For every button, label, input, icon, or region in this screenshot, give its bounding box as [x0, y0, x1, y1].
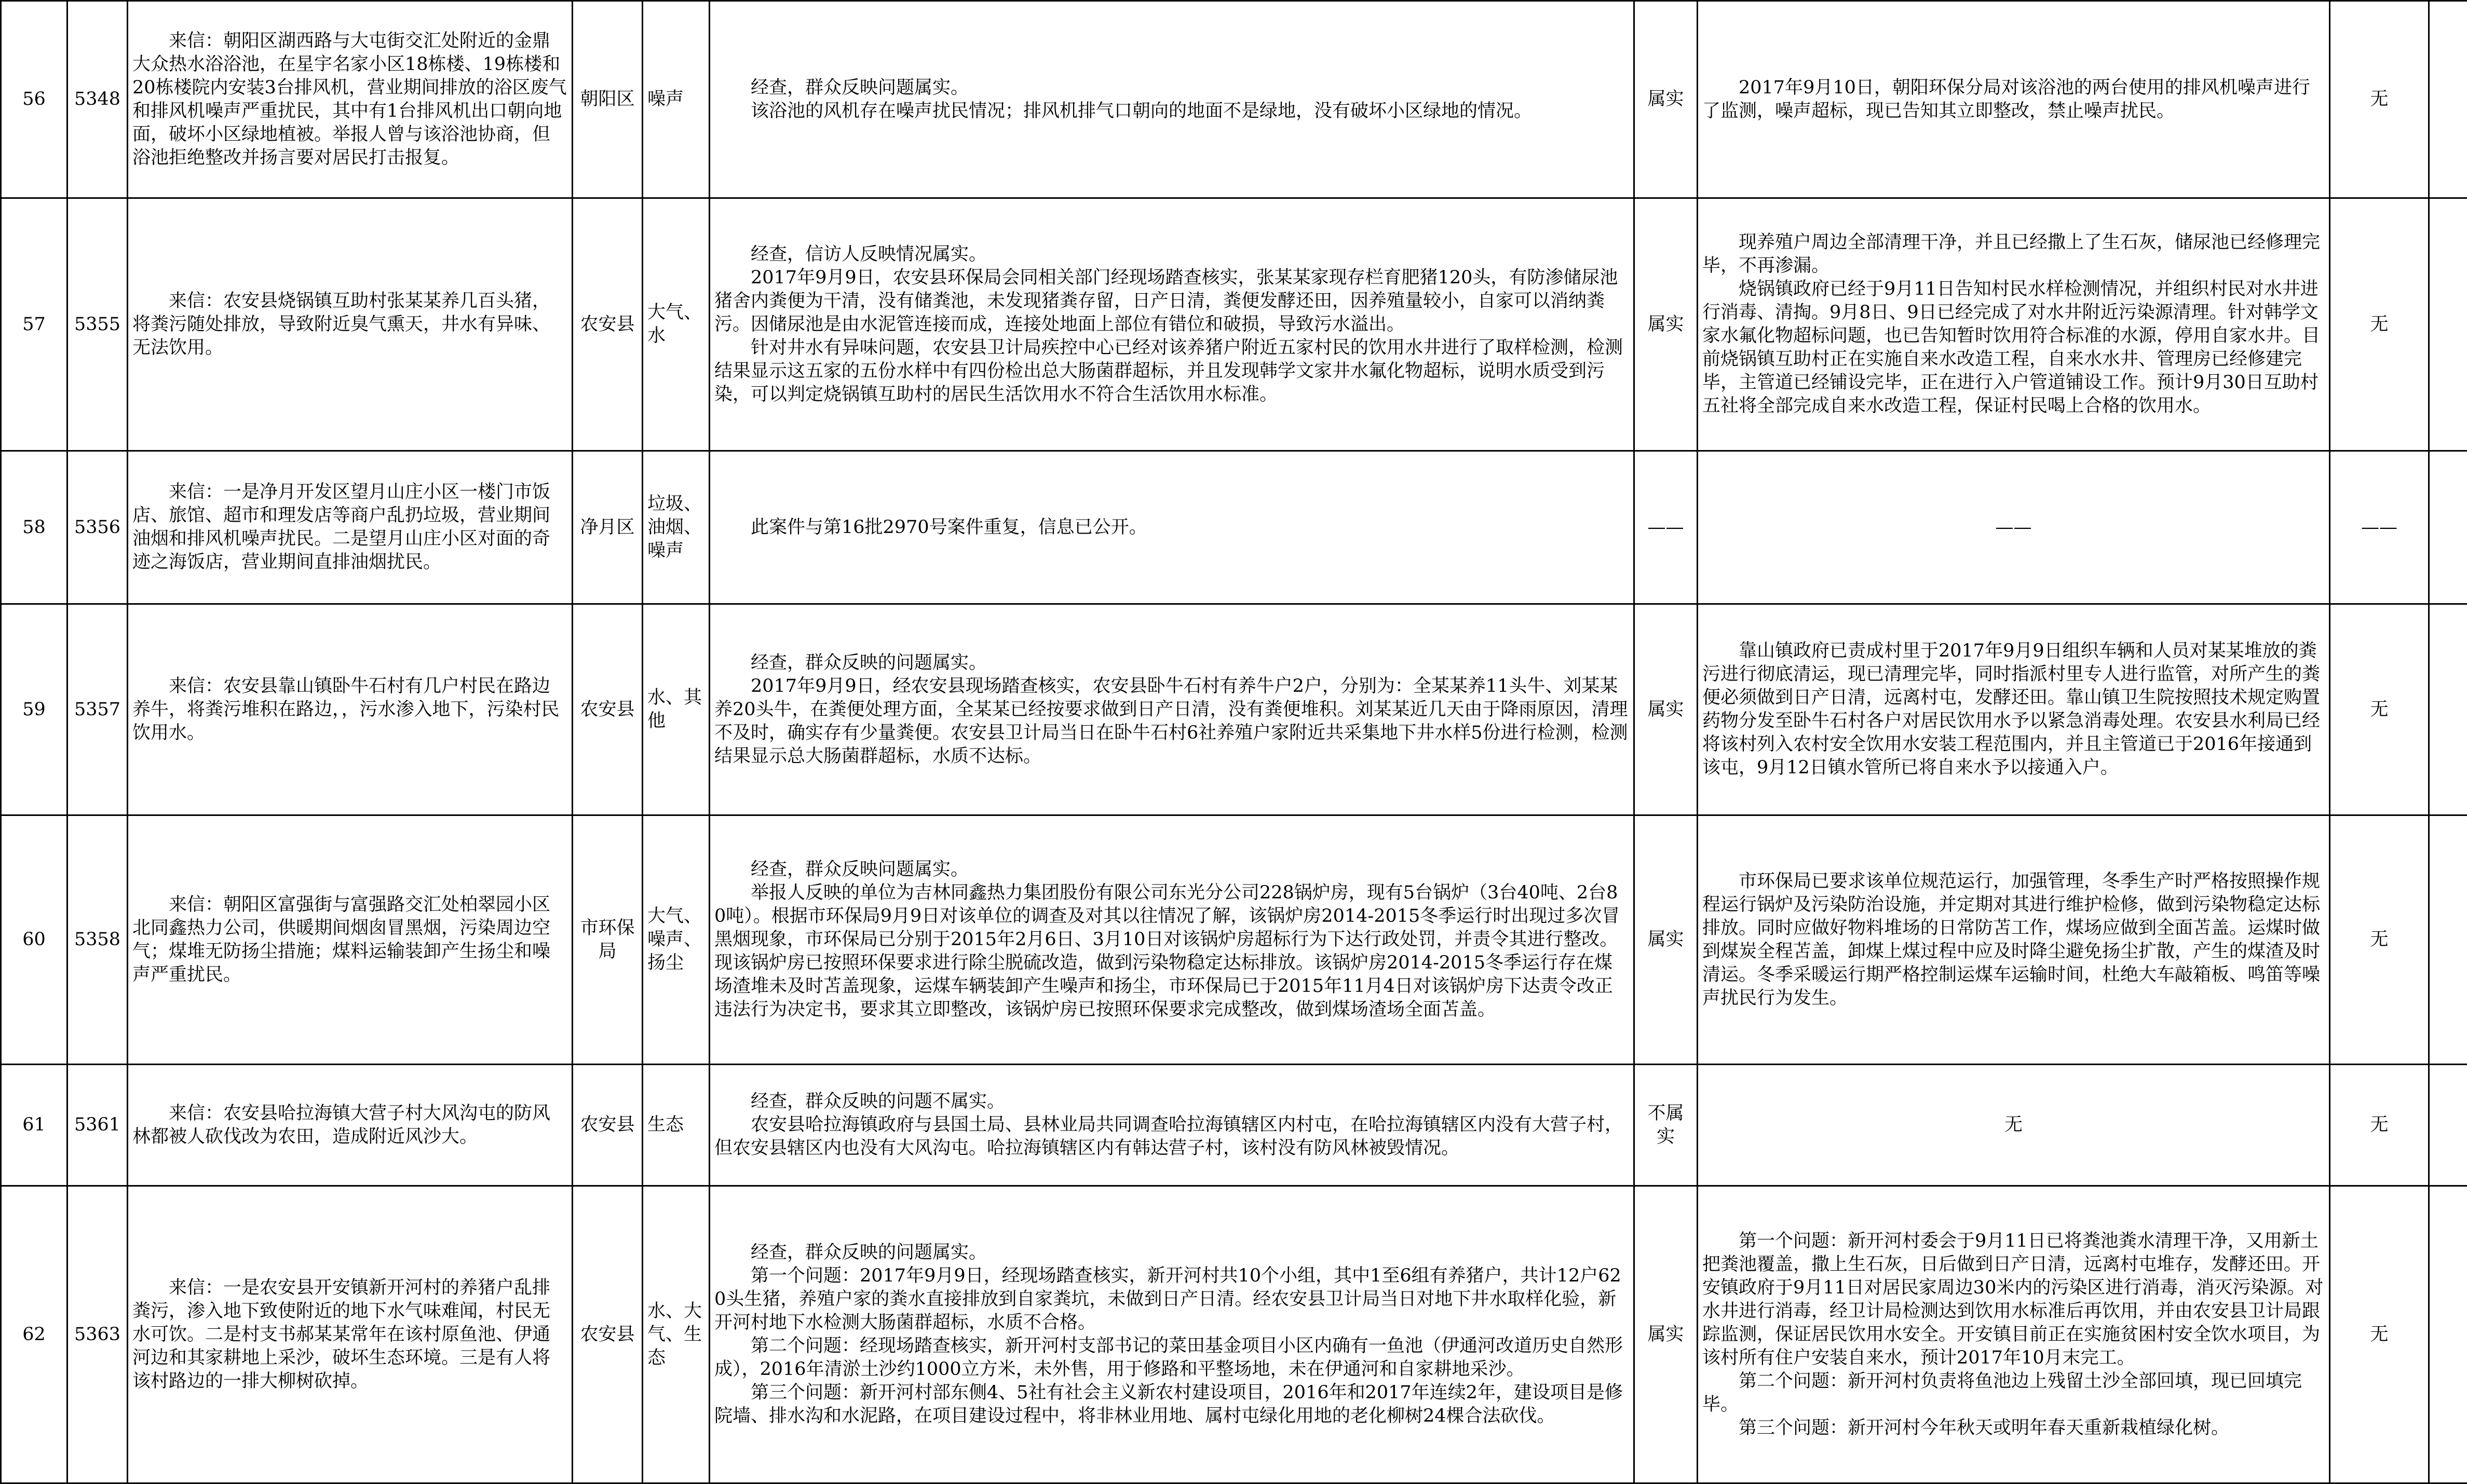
- verdict-cell: 属实: [1634, 815, 1698, 1065]
- complaint-text: 来信：农安县靠山镇卧牛石村有几户村民在路边养牛，将粪污堆积在路边，，污水渗入地下，污染村民饮用水。: [132, 675, 567, 745]
- finding-para: 2017年9月9日，经农安县现场踏查核实，农安县卧牛石村有养牛户2户，分别为：全某某养11头牛、刘某某养20头牛，在粪便处理方面，全某某已经按要求做到日产日清，没有粪便堆积。刘某某近几天由于降雨原因，清理不及时，确实存有少量粪便。农安县卫计局当日在卧牛石村6社养殖户家附近共采集地下井水样5份进行检测，检测结果显示总大肠菌群超标，水质不达标。: [714, 675, 1629, 768]
- verdict-cell: 属实: [1634, 1, 1698, 198]
- handling-para: 烧锅镇政府已经于9月11日告知村民水样检测情况，并组织村民对水井进行消毒、清掏。9月8日、9日已经完成了对水井附近污染源清理。针对韩学文家水氟化物超标问题，也已告知暂时饮用符合标准的水源，停用自家水井。目前烧锅镇互助村正在实施自来水改造工程，自来水水井、管理房已经修建完毕，主管道已经铺设完毕，正在进行入户管道铺设工作。预计9月30日互助村五社将全部完成自来水改造工程，保证村民喝上合格的饮用水。: [1702, 278, 2325, 418]
- finding-para: 经查，群众反映问题属实。: [714, 76, 1629, 100]
- complaint-cell: [128, 815, 573, 1065]
- seq-cell: 56: [1, 1, 67, 198]
- finding-para: 经查，群众反映的问题属实。: [714, 651, 1629, 675]
- table-row: [1, 451, 2467, 604]
- accountability-cell: 无: [2330, 1, 2429, 198]
- seq-cell: 59: [1, 604, 67, 815]
- finding-cell: [710, 1, 1634, 198]
- district-cell: 农安县: [573, 198, 643, 451]
- finding-para: 经查，群众反映的问题属实。: [714, 1241, 1629, 1264]
- handling-para: 第一个问题：新开河村委会于9月11日已将粪池粪水清理干净，又用新土把粪池覆盖，撒上生石灰，日后做到日产日清，远离村屯堆存，发酵还田。开安镇政府于9月11日对居民家周边30米内的污染区进行消毒，消灭污染源。对水井进行消毒，经卫计局检测达到饮用水标准后再饮用，并由农安县卫计局跟踪监测，保证居民饮用水安全。开安镇目前正在实施贫困村安全饮水项目，为该村所有住户安装自来水，预计2017年10月末完工。: [1702, 1230, 2325, 1370]
- finding-cell: [710, 1065, 1634, 1186]
- finding-para: 2017年9月9日，农安县环保局会同相关部门经现场踏查核实，张某某家现存栏育肥猪120头，有防渗储尿池猪舍内粪便为干清，没有储粪池，未发现猪粪存留，日产日清，粪便发酵还田，因养殖量较小，自家可以消纳粪污。因储尿池是由水泥管连接而成，连接处地面上部位有错位和破损，导致污水溢出。: [714, 266, 1629, 336]
- finding-cell: [710, 1186, 1634, 1483]
- complaint-cell: [128, 451, 573, 604]
- finding-para: 第一个问题：2017年9月9日，经现场踏查核实，新开河村共10个小组，其中1至6组有养猪户，共计12户620头生猪，养殖户家的粪水直接排放到自家粪坑，未做到日产日清。经农安县卫计局当日对地下井水取样化验，新开河村地下水检测大肠菌群超标，水质不合格。: [714, 1264, 1629, 1335]
- handling-cell: ——: [1698, 451, 2330, 604]
- handling-para: 现养殖户周边全部清理干净，并且已经撒上了生石灰，储尿池已经修理完毕，不再渗漏。: [1702, 231, 2325, 278]
- handling-para: 第三个问题：新开河村今年秋天或明年春天重新栽植绿化树。: [1702, 1417, 2325, 1440]
- finding-para: 经查，群众反映的问题不属实。: [714, 1090, 1629, 1113]
- finding-para: 经查，信访人反映情况属实。: [714, 243, 1629, 266]
- complaint-cell: [128, 198, 573, 451]
- finding-para: 此案件与第16批2970号案件重复，信息已公开。: [714, 516, 1629, 539]
- finding-cell: [710, 604, 1634, 815]
- accountability-cell: 无: [2330, 1186, 2429, 1483]
- complaint-text: 来信：一是农安县开安镇新开河村的养猪户乱排粪污，渗入地下致使附近的地下水气味难闻，村民无水可饮。二是村支书郝某某常年在该村原鱼池、伊通河边和其家耕地上采沙，破坏生态环境。三是有人将该村路边的一排大柳树砍掉。: [132, 1276, 567, 1393]
- district-cell: 朝阳区: [573, 1, 643, 198]
- complaint-text: 来信：农安县烧锅镇互助村张某某养几百头猪，将粪污随处排放，导致附近臭气熏天，井水有异味、无法饮用。: [132, 290, 567, 360]
- handling-cell: [1698, 198, 2330, 451]
- complaint-text: 来信：朝阳区湖西路与大屯街交汇处附近的金鼎大众热水浴浴池，在星宇名家小区18栋楼、19栋楼和20栋楼院内安装3台排风机，营业期间排放的浴区废气和排风机噪声严重扰民，其中有1台排风机出口朝向地面，破坏小区绿地植被。举报人曾与该浴池协商，但浴池拒绝整改并扬言要对居民打击报复。: [132, 30, 567, 170]
- finding-para: 针对井水有异味问题，农安县卫计局疾控中心已经对该养猪户附近五家村民的饮用水井进行了取样检测，检测结果显示这五家的五份水样中有四份检出总大肠菌群超标，并且发现韩学文家井水氟化物超标，说明水质受到污染，可以判定烧锅镇互助村的居民生活饮用水不符合生活饮用水标准。: [714, 336, 1629, 406]
- district-cell: 市环保局: [573, 815, 643, 1065]
- verdict-cell: 属实: [1634, 604, 1698, 815]
- verdict-cell: ——: [1634, 451, 1698, 604]
- seq-cell: 60: [1, 815, 67, 1065]
- finding-para: 第二个问题：经现场踏查核实，新开河村支部书记的菜田基金项目小区内确有一鱼池（伊通河改道历史自然形成），2016年清淤土沙约1000立方米，未外售，用于修路和平整场地，未在伊通河和自家耕地采沙。: [714, 1335, 1629, 1381]
- handling-cell: [1698, 604, 2330, 815]
- pollution-cell: 生态: [643, 1065, 710, 1186]
- extra-cell: [2429, 1065, 2467, 1186]
- finding-cell: [710, 451, 1634, 604]
- table-row: [1, 1186, 2467, 1483]
- pollution-cell: 大气、噪声、扬尘: [643, 815, 710, 1065]
- pollution-cell: 垃圾、油烟、噪声: [643, 451, 710, 604]
- extra-cell: [2429, 1186, 2467, 1483]
- seq-cell: 57: [1, 198, 67, 451]
- finding-cell: [710, 198, 1634, 451]
- case-no-cell: 5348: [67, 1, 128, 198]
- extra-cell: [2429, 198, 2467, 451]
- seq-cell: 61: [1, 1065, 67, 1186]
- table-row: [1, 815, 2467, 1065]
- case-no-cell: 5356: [67, 451, 128, 604]
- extra-cell: [2429, 451, 2467, 604]
- seq-cell: 62: [1, 1186, 67, 1483]
- accountability-cell: ——: [2330, 451, 2429, 604]
- handling-cell: [1698, 815, 2330, 1065]
- accountability-cell: 无: [2330, 815, 2429, 1065]
- handling-para: 第二个问题：新开河村负责将鱼池边上残留土沙全部回填，现已回填完毕。: [1702, 1370, 2325, 1417]
- verdict-cell: 属实: [1634, 198, 1698, 451]
- handling-para: 2017年9月10日，朝阳环保分局对该浴池的两台使用的排风机噪声进行了监测，噪声超标，现已告知其立即整改，禁止噪声扰民。: [1702, 76, 2325, 123]
- district-cell: 净月区: [573, 451, 643, 604]
- pollution-cell: 大气、水: [643, 198, 710, 451]
- finding-para: 举报人反映的单位为吉林同鑫热力集团股份有限公司东光分公司228锅炉房，现有5台锅炉（3台40吨、2台80吨）。根据市环保局9月9日对该单位的调查及对其以往情况了解，该锅炉房2014-2015冬季运行时出现过多次冒黑烟现象，市环保局已分别于2015年2月6日、3月10日对该锅炉房超标行为下达行政处罚，并责令其进行整改。现该锅炉房已按照环保要求进行除尘脱硫改造，做到污染物稳定达标排放。该锅炉房2014-2015冬季运行存在煤场渣堆未及时苫盖现象，运煤车辆装卸产生噪声和扬尘，市环保局已于2015年11月4日对该锅炉房下达责令改正违法行为决定书，要求其立即整改，该锅炉房已按照环保要求完成整改，做到煤场渣场全面苫盖。: [714, 881, 1629, 1022]
- complaint-cell: [128, 1, 573, 198]
- finding-para: 第三个问题：新开河村部东侧4、5社有社会主义新农村建设项目，2016年和2017年连续2年，建设项目是修院墙、排水沟和水泥路，在项目建设过程中，将非林业用地、属村屯绿化用地的老化柳树24棵合法砍伐。: [714, 1381, 1629, 1428]
- finding-cell: [710, 815, 1634, 1065]
- extra-cell: [2429, 1, 2467, 198]
- accountability-cell: 无: [2330, 604, 2429, 815]
- complaint-cell: [128, 1065, 573, 1186]
- complaint-text: 来信：朝阳区富强街与富强路交汇处柏翠园小区北同鑫热力公司，供暖期间烟囱冒黑烟，污染周边空气；煤堆无防扬尘措施；煤料运输装卸产生扬尘和噪声严重扰民。: [132, 893, 567, 987]
- case-no-cell: 5361: [67, 1065, 128, 1186]
- accountability-cell: 无: [2330, 198, 2429, 451]
- district-cell: 农安县: [573, 604, 643, 815]
- handling-cell: 无: [1698, 1065, 2330, 1186]
- case-no-cell: 5358: [67, 815, 128, 1065]
- handling-cell: [1698, 1, 2330, 198]
- district-cell: 农安县: [573, 1065, 643, 1186]
- pollution-cell: 噪声: [643, 1, 710, 198]
- verdict-cell: 属实: [1634, 1186, 1698, 1483]
- case-no-cell: 5357: [67, 604, 128, 815]
- table-row: [1, 604, 2467, 815]
- case-no-cell: 5355: [67, 198, 128, 451]
- finding-para: 该浴池的风机存在噪声扰民情况；排风机排气口朝向的地面不是绿地，没有破坏小区绿地的情况。: [714, 100, 1629, 123]
- pollution-cell: 水、大气、生态: [643, 1186, 710, 1483]
- verdict-cell: 不属实: [1634, 1065, 1698, 1186]
- case-no-cell: 5363: [67, 1186, 128, 1483]
- complaint-cell: [128, 1186, 573, 1483]
- seq-cell: 58: [1, 451, 67, 604]
- complaint-text: 来信：农安县哈拉海镇大营子村大风沟屯的防风林都被人砍伐改为农田，造成附近风沙大。: [132, 1102, 567, 1149]
- handling-para: 靠山镇政府已责成村里于2017年9月9日组织车辆和人员对某某堆放的粪污进行彻底清运，现已清理完毕，同时指派村里专人进行监管，对所产生的粪便必须做到日产日清，远离村屯，发酵还田。靠山镇卫生院按照技术规定购置药物分发至卧牛石村各户对居民饮用水予以紧急消毒处理。农安县水利局已经将该村列入农村安全饮用水安装工程范围内，并且主管道已于2016年接通到该屯，9月12日镇水管所已将自来水予以接通入户。: [1702, 639, 2325, 780]
- district-cell: 农安县: [573, 1186, 643, 1483]
- finding-para: 经查，群众反映问题属实。: [714, 858, 1629, 881]
- table-row: [1, 1, 2467, 198]
- pollution-cell: 水、其他: [643, 604, 710, 815]
- table-row: [1, 198, 2467, 451]
- finding-para: 农安县哈拉海镇政府与县国土局、县林业局共同调查哈拉海镇辖区内村屯，在哈拉海镇辖区内没有大营子村，但农安县辖区内也没有大风沟屯。哈拉海镇辖区内有韩达营子村，该村没有防风林被毁情况。: [714, 1113, 1629, 1160]
- extra-cell: [2429, 604, 2467, 815]
- table-row: [1, 1065, 2467, 1186]
- complaint-cell: [128, 604, 573, 815]
- handling-cell: [1698, 1186, 2330, 1483]
- extra-cell: [2429, 815, 2467, 1065]
- handling-para: 市环保局已要求该单位规范运行，加强管理，冬季生产时严格按照操作规程运行锅炉及污染防治设施，并定期对其进行维护检修，做到污染物稳定达标排放。同时应做好物料堆场的日常防苫工作，煤场应做到全面苫盖。运煤时做到煤炭全程苫盖，卸煤上煤过程中应及时降尘避免扬尘扩散，产生的煤渣及时清运。冬季采暖运行期严格控制运煤车运输时间，杜绝大车敲箱板、鸣笛等噪声扰民行为发生。: [1702, 870, 2325, 1010]
- accountability-cell: 无: [2330, 1065, 2429, 1186]
- complaint-text: 来信：一是净月开发区望月山庄小区一楼门市饭店、旅馆、超市和理发店等商户乱扔垃圾，营业期间油烟和排风机噪声扰民。二是望月山庄小区对面的奇迹之海饭店，营业期间直排油烟扰民。: [132, 481, 567, 574]
